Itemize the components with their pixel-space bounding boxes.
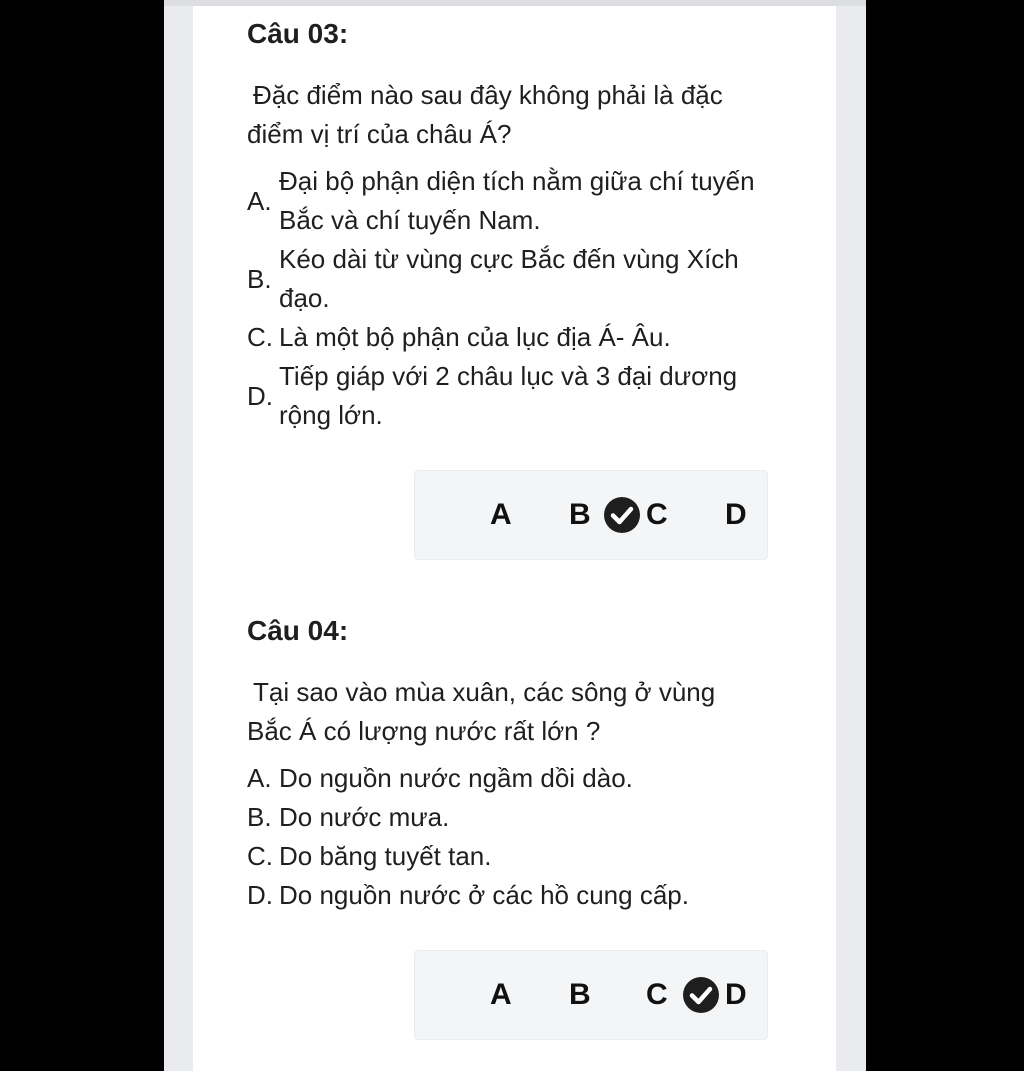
option-text: Do nguồn nước ở các hồ cung cấp.	[279, 880, 689, 910]
question-title: Câu 04:	[247, 615, 349, 646]
option-a	[247, 759, 787, 798]
answer-d-button[interactable]: D	[725, 978, 747, 1011]
check-circle-icon	[683, 977, 719, 1013]
question-block-03	[247, 16, 787, 435]
option-letter: D.	[247, 880, 273, 910]
question-text	[247, 76, 787, 154]
option-c	[247, 318, 787, 357]
option-text-line: Kéo dài từ vùng cực Bắc đến vùng Xích	[279, 244, 739, 274]
option-text	[279, 240, 787, 318]
question-title: Câu 03:	[247, 18, 349, 49]
option-d	[247, 357, 787, 435]
question-text-line: Tại sao vào mùa xuân, các sông ở vùng	[253, 677, 716, 707]
option-letter: C.	[247, 841, 273, 871]
option-text	[279, 162, 787, 240]
answer-selector-04	[414, 950, 768, 1040]
answer-selector-03	[414, 470, 768, 560]
option-c	[247, 837, 787, 876]
option-text-line: Đại bộ phận diện tích nằm giữa chí tuyến	[279, 166, 755, 196]
option-letter: D.	[247, 380, 273, 411]
option-b	[247, 240, 787, 318]
option-d	[247, 876, 787, 915]
question-text-line: điểm vị trí của châu Á?	[247, 119, 512, 149]
option-text: Do băng tuyết tan.	[279, 841, 492, 871]
option-text-line: Tiếp giáp với 2 châu lục và 3 đại dương	[279, 361, 738, 391]
question-text-line: Bắc Á có lượng nước rất lớn ?	[247, 716, 601, 746]
phone-screen	[164, 0, 866, 1071]
option-letter: A.	[247, 185, 272, 216]
question-text-line: Đặc điểm nào sau đây không phải là đặc	[253, 80, 723, 110]
option-letter: B.	[247, 263, 272, 294]
option-text: Là một bộ phận của lục địa Á- Âu.	[279, 322, 671, 352]
quiz-card	[193, 6, 836, 1071]
option-letter: B.	[247, 802, 272, 832]
option-a	[247, 162, 787, 240]
answer-d-button[interactable]: D	[725, 498, 747, 531]
option-text: Do nước mưa.	[279, 802, 450, 832]
option-letter: C.	[247, 322, 273, 352]
option-text-line: rộng lớn.	[279, 400, 383, 430]
question-block-04	[247, 613, 787, 915]
question-text	[247, 673, 787, 751]
answer-b-button[interactable]: B	[569, 978, 591, 1011]
option-b	[247, 798, 787, 837]
answer-c-button[interactable]: C	[646, 498, 668, 531]
answer-a-button[interactable]: A	[490, 978, 512, 1011]
answer-b-button[interactable]: B	[569, 498, 591, 531]
option-letter: A.	[247, 763, 272, 793]
answer-a-button[interactable]: A	[490, 498, 512, 531]
check-circle-icon	[604, 497, 640, 533]
option-text-line: Bắc và chí tuyến Nam.	[279, 205, 541, 235]
option-text: Do nguồn nước ngầm dồi dào.	[279, 763, 633, 793]
option-text	[279, 357, 787, 435]
answer-c-button[interactable]: C	[646, 978, 668, 1011]
option-text-line: đạo.	[279, 283, 330, 313]
